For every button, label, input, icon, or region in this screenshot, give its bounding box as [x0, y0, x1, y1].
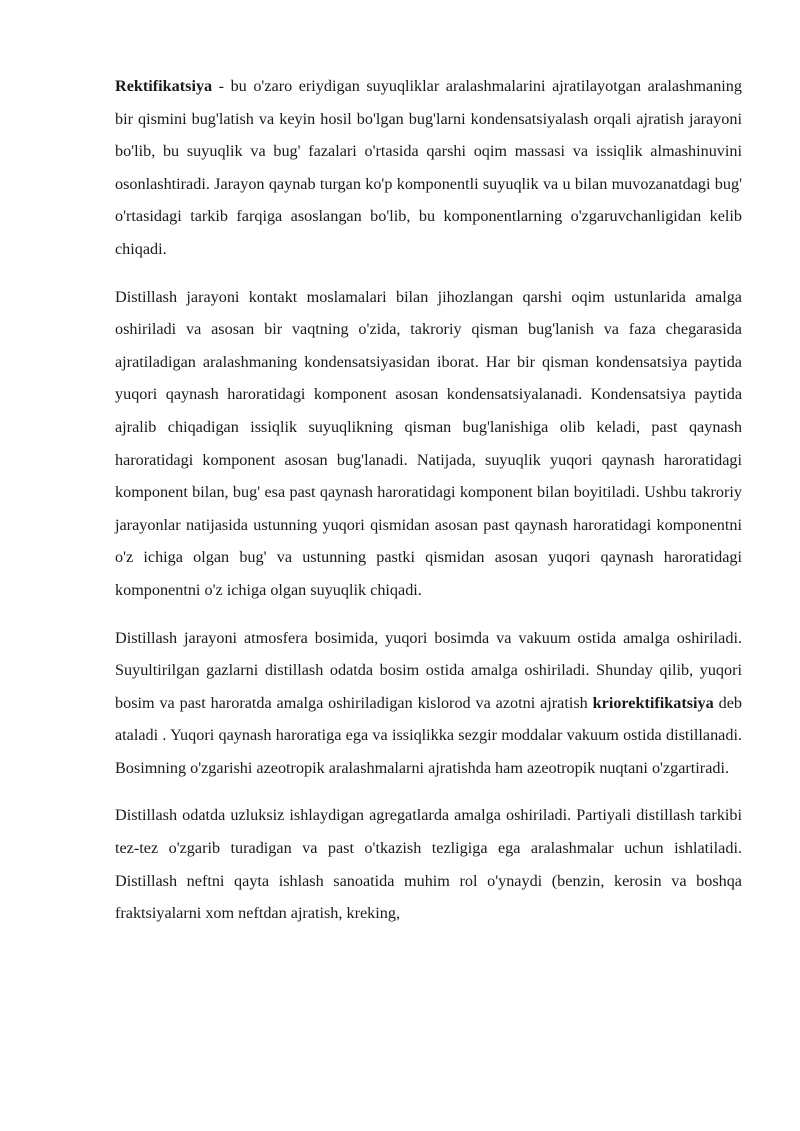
- term-rektifikatsiya: Rektifikatsiya: [115, 77, 213, 95]
- paragraph-rektifikatsiya-definition: [115, 70, 742, 266]
- paragraph-text: Distillash jarayoni kontakt moslamalari bilan jihozlangan qarshi oqim ustunlarida amalga oshiriladi va asosan bir vaqtning o'zida, takroriy qisman bug'lanish va faza chegarasida ajratiladigan aralashmaning kondensatsiyasidan iborat. Har bir qisman kondensatsiya paytida yuqori qaynash haroratidagi komponent asosan kondensatsiyalanadi. Kondensatsiya paytida ajralib chiqadigan issiqlik suyuqlikning qisman bug'lanishiga olib keladi, past qaynash haroratidagi komponent asosan bug'lanadi. Natijada, suyuqlik yuqori qaynash haroratidagi komponent bilan, bug' esa past qaynash haroratidagi komponent bilan boyitiladi. Ushbu takroriy jarayonlar natijasida ustunning yuqori qismidan asosan past qaynash haroratidagi komponentni o'z ichiga olgan bug' va ustunning pastki qismidan asosan yuqori qaynash haroratidagi komponentni o'z ichiga olgan suyuqlik chiqadi.: [115, 287, 742, 599]
- document-page: [115, 70, 742, 945]
- paragraph-distillation-pressure: [115, 622, 742, 785]
- term-kriorektifikatsiya: kriorektifikatsiya: [592, 693, 714, 712]
- paragraph-distillation-process: [115, 281, 742, 607]
- paragraph-text-after: deb ataladi . Yuqori qaynash haroratiga ega va issiqlikka sezgir moddalar vakuum ostida distillanadi. Bosimning o'zgarishi azeotropik aralashmalarni ajratishda ham azeotropik nuqtani o'zgartiradi.: [115, 693, 743, 777]
- paragraph-text: Distillash odatda uzluksiz ishlaydigan agregatlarda amalga oshiriladi. Partiyali distillash tarkibi tez-tez o'zgarib turadigan va past o'tkazish tezligiga ega aralashmalar uchun ishlatiladi. Distillash neftni qayta ishlash sanoatida muhim rol o'ynaydi (benzin, kerosin va boshqa fraktsiyalarni xom neftdan ajratish, kreking,: [115, 806, 742, 923]
- paragraph-text-before: Distillash jarayoni atmosfera bosimida, yuqori bosimda va vakuum ostida amalga oshiriladi. Suyultirilgan gazlarni distillash odatda bosim ostida amalga oshiriladi. Shunday qilib, yuqori bosim va past haroratda amalga oshiriladigan kislorod va azotni ajratish: [115, 628, 742, 712]
- paragraph-distillation-industry: [115, 799, 742, 929]
- paragraph-text: - bu o'zaro eriydigan suyuqliklar aralashmalarini ajratilayotgan aralashmaning bir qismini bug'latish va keyin hosil bo'lgan bug'larni kondensatsiyalash orqali ajratish jarayoni bo'lib, bu suyuqlik va bug' fazalari o'rtasida qarshi oqim massasi va issiqlik almashinuvini osonlashtiradi. Jarayon qaynab turgan ko'p komponentli suyuqlik va u bilan muvozanatdagi bug' o'rtasidagi tarkib farqiga asoslangan bo'lib, bu komponentlarning o'zgaruvchanligidan kelib chiqadi.: [115, 77, 742, 258]
